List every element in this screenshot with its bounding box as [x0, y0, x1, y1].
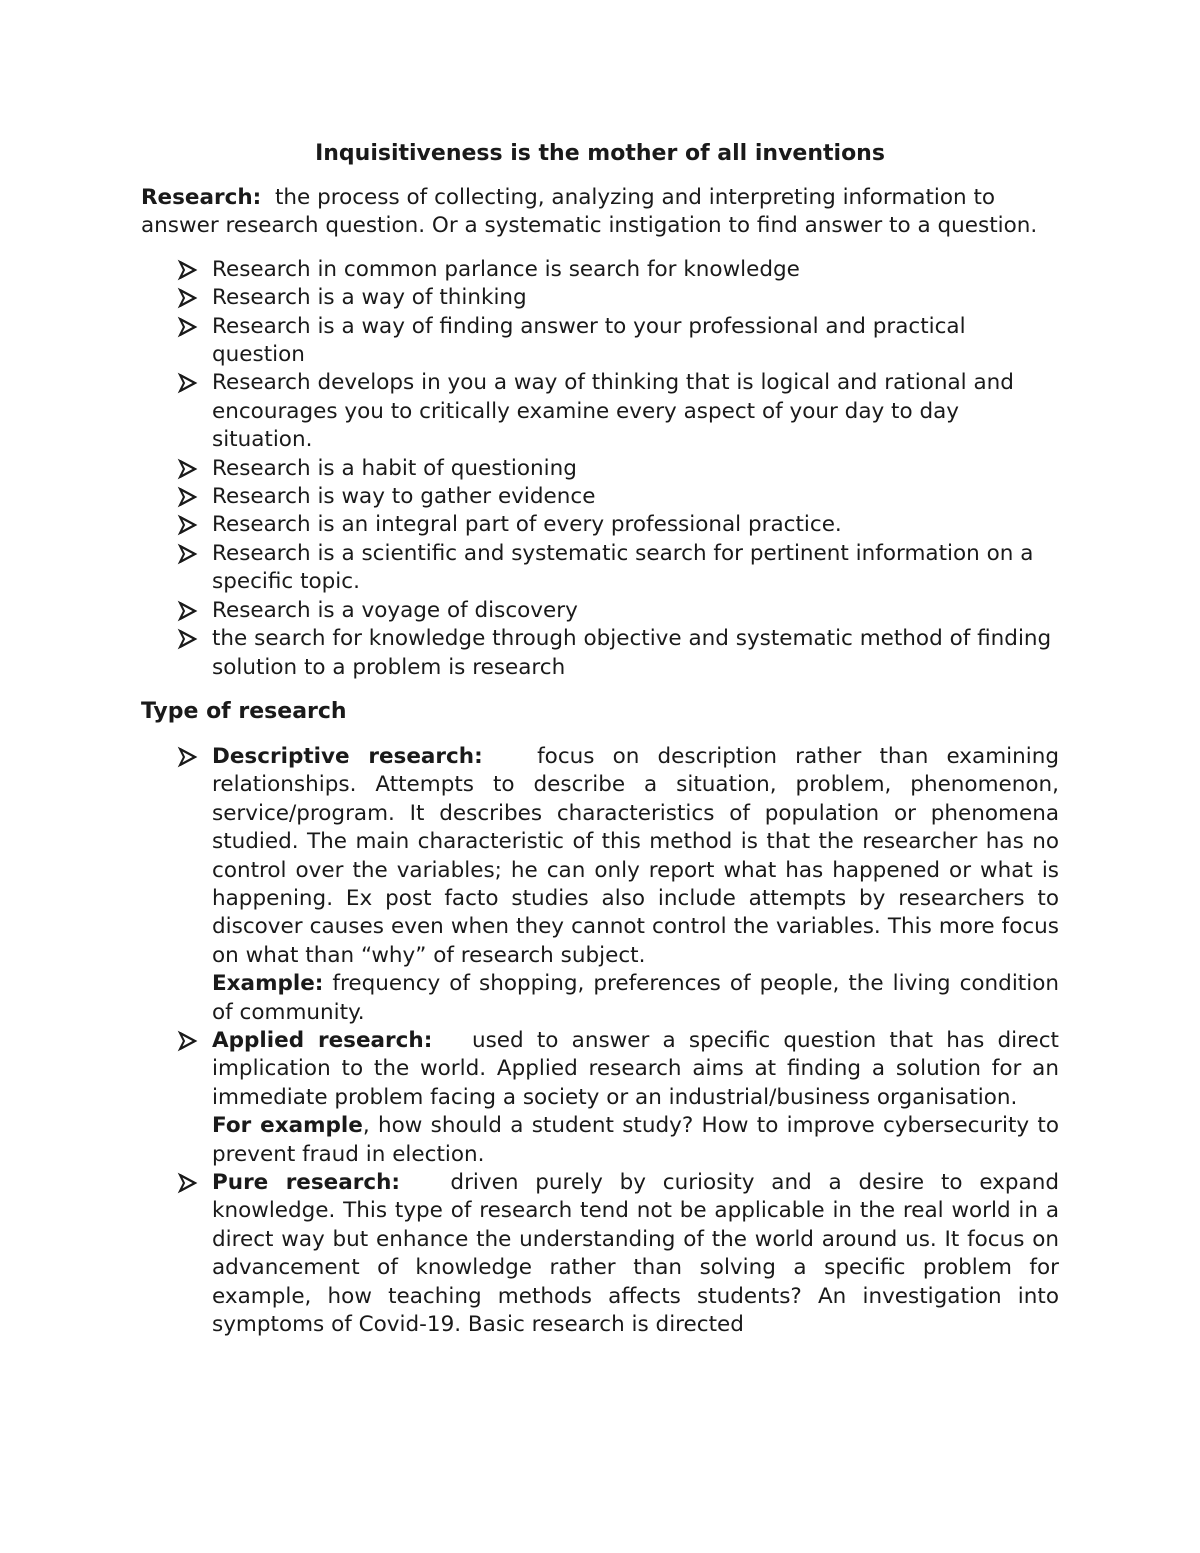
arrow-bullet-icon — [177, 1028, 199, 1054]
type-name: Descriptive research: — [212, 743, 483, 769]
type-example — [212, 1112, 1059, 1169]
type-description: focus on description rather than examining relationships. Attempts to describe a situation, problem, phenomenon, service/program. It describes characteristics of population or phenomena studied. The main characteristic of this method is that the researcher has no control over the variables; he can only report what has happened or what is happening. Ex post facto studies also include attempts by researchers to discover causes even when they cannot control the variables. This more focus on what than “why” of research subject. — [212, 743, 1059, 968]
research-points-list — [141, 256, 1059, 682]
types-heading: Type of research — [141, 698, 347, 724]
list-item: Research is a way of finding answer to your professional and practical question — [141, 313, 1059, 370]
type-description: driven purely by curiosity and a desire to expand knowledge. This type of research tend not be applicable in the real world in a direct way but enhance the understanding of the world around us. It focus on advancement of knowledge rather than solving a specific problem for example, how teaching methods affects students? An investigation into symptoms of Covid-19. Basic research is directed — [212, 1170, 1060, 1338]
arrow-bullet-icon — [177, 484, 199, 510]
arrow-bullet-icon — [177, 512, 199, 538]
research-definition — [141, 184, 1059, 241]
arrow-bullet-icon — [177, 257, 199, 283]
page-title: Inquisitiveness is the mother of all inventions — [315, 141, 885, 166]
arrow-bullet-icon — [177, 598, 199, 624]
type-descriptive — [141, 743, 1059, 1027]
type-name: Applied research: — [212, 1027, 433, 1053]
example-label: Example: — [212, 971, 324, 997]
arrow-bullet-icon — [177, 541, 199, 567]
document-page — [141, 139, 1059, 1339]
arrow-bullet-icon — [177, 370, 199, 396]
example-text: frequency of shopping, preferences of people, the living condition of community. — [212, 971, 1059, 1025]
arrow-bullet-icon — [177, 456, 199, 482]
list-item: Research is a voyage of discovery — [141, 597, 1059, 625]
type-name: Pure research: — [212, 1170, 401, 1195]
list-item: Research is way to gather evidence — [141, 483, 1059, 511]
type-applied — [141, 1027, 1059, 1169]
list-item: Research is an integral part of every professional practice. — [141, 511, 1059, 539]
list-item: Research is a scientific and systematic search for pertinent information on a specific topic. — [141, 540, 1059, 597]
definition-text: the process of collecting, analyzing and interpreting information to answer research question. Or a systematic instigation to find answer to a question. — [141, 185, 1038, 239]
list-item: the search for knowledge through objective and systematic method of finding solution to a problem is research — [141, 625, 1059, 682]
list-item: Research is a way of thinking — [141, 284, 1059, 312]
arrow-bullet-icon — [177, 744, 199, 770]
example-label: For example — [212, 1113, 363, 1139]
type-example — [212, 970, 1059, 1027]
arrow-bullet-icon — [177, 626, 199, 652]
type-description: used to answer a specific question that has direct implication to the world. Applied research aims at finding a solution for an immediate problem facing a society or an industrial/business organisation. — [212, 1027, 1059, 1110]
research-types-list — [141, 743, 1059, 1340]
list-item: Research in common parlance is search for knowledge — [141, 256, 1059, 284]
example-text: , how should a student study? How to improve cybersecurity to prevent fraud in election. — [212, 1113, 1059, 1167]
definition-term: Research: — [141, 185, 262, 210]
list-item: Research develops in you a way of thinking that is logical and rational and encourages you to critically examine every aspect of your day to day situation. — [141, 369, 1059, 454]
arrow-bullet-icon — [177, 1170, 199, 1196]
list-item: Research is a habit of questioning — [141, 455, 1059, 483]
type-pure — [141, 1169, 1059, 1339]
arrow-bullet-icon — [177, 314, 199, 340]
arrow-bullet-icon — [177, 285, 199, 311]
